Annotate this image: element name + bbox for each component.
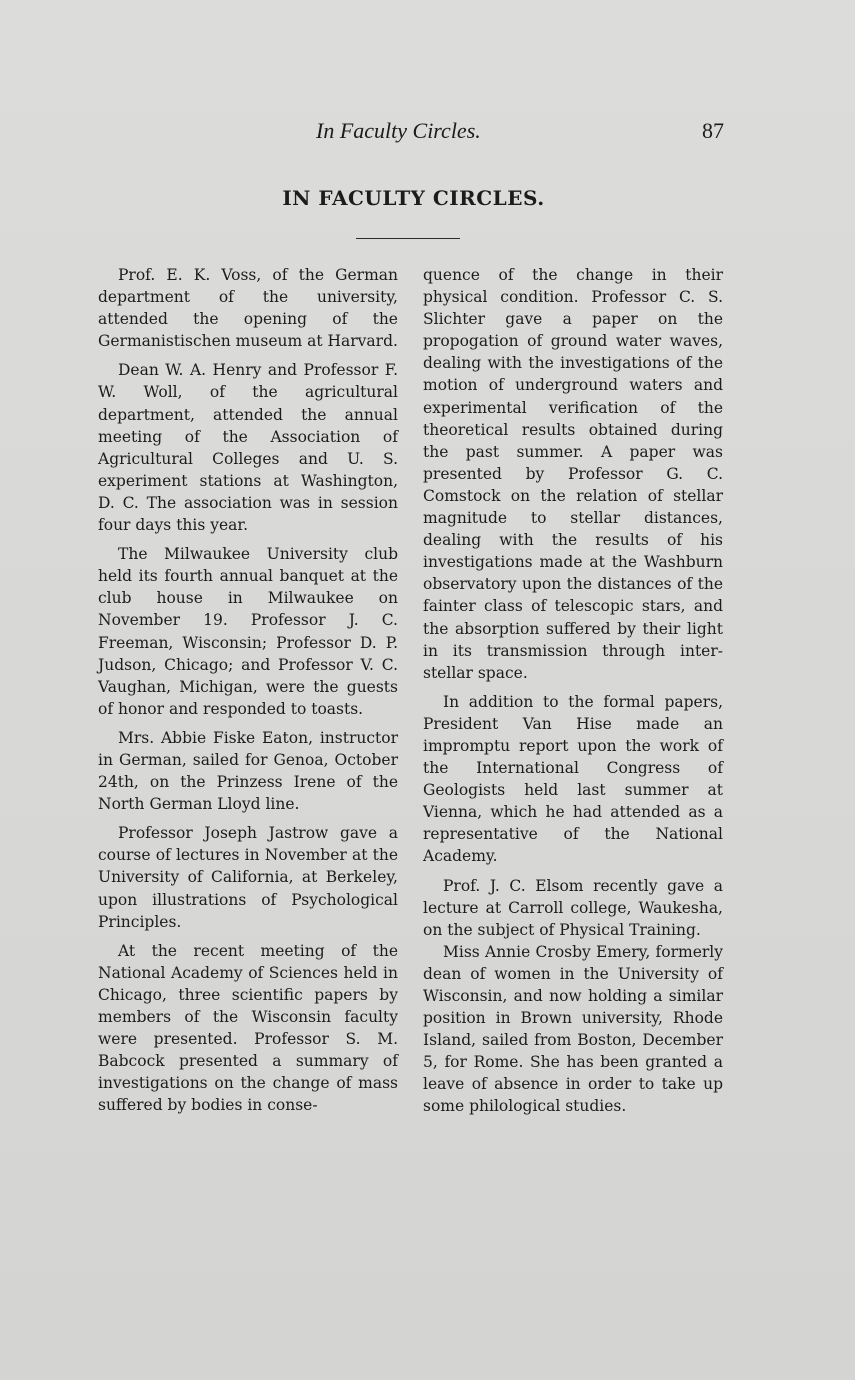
paragraph-eaton: Mrs. Abbie Fiske Eaton, instructor in German, sailed for Genoa, October 24th, on the Prinzess Irene of the North German Lloyd line. bbox=[98, 728, 398, 814]
running-head bbox=[0, 118, 855, 148]
paragraph-van-hise: In addition to the formal papers, President Van Hise made an impromptu report upon the work of the International Congress of Geologists held last summer at Vienna, which he had attended as a representative of the National Academy. bbox=[423, 692, 723, 866]
article-title: IN FACULTY CIRCLES. bbox=[282, 186, 545, 210]
paragraph-academy-continued: quence of the change in their physical condition. Professor C. S. Slichter gave a paper on the propogation of ground water waves, dealing with the investigations of the motion of underground waters and experimental verification of the theoretical results obtained during the past summer. A paper was presented by Professor G. C. Comstock on the relation of stellar magnitude to stellar distances, dealing with the results of his investigations made at the Washburn observatory upon the distances of the fainter class of telescopic stars, and the absorption suffered by their light in its transmission through inter-stellar space. bbox=[423, 266, 723, 682]
paragraph-henry-woll: Dean W. A. Henry and Professor F. W. Woll, of the agricultural department, attended the annual meeting of the Association of Agricultural Colleges and U. S. experiment stations at Washington, D. C. The association was in session four days this year. bbox=[98, 361, 398, 535]
paragraph-emery: Miss Annie Crosby Emery, formerly dean of women in the University of Wisconsin, and now holding a similar position in Brown university, Rhode Island, sailed from Boston, December 5, for Rome. She has been granted a leave of absence in order to take up some philological studies. bbox=[423, 942, 723, 1116]
paragraph-voss: Prof. E. K. Voss, of the German department of the university, attended the opening of the Germanistischen museum at Harvard. bbox=[98, 266, 398, 351]
page-number: 87 bbox=[702, 118, 724, 143]
right-column bbox=[423, 264, 723, 1125]
title-divider bbox=[356, 238, 460, 239]
left-column bbox=[98, 264, 398, 1123]
paragraph-national-academy: At the recent meeting of the National Academy of Sciences held in Chicago, three scientific papers by members of the Wisconsin faculty were presented. Professor S. M. Babcock presented a summary of investigations on the change of mass suffered by bodies in conse- bbox=[98, 941, 398, 1115]
paragraph-elsom: Prof. J. C. Elsom recently gave a lecture at Carroll college, Waukesha, on the subject of Physical Training. bbox=[423, 876, 723, 939]
paragraph-milwaukee-club: The Milwaukee University club held its fourth annual banquet at the club house in Milwaukee on November 19. Professor J. C. Freeman, Wisconsin; Professor D. P. Judson, Chicago; and Professor V. C. Vaughan, Michigan, were the guests of honor and responded to toasts. bbox=[98, 545, 398, 718]
running-title: In Faculty Circles. bbox=[316, 118, 481, 143]
paragraph-jastrow: Professor Joseph Jastrow gave a course of lectures in November at the University of California, at Berkeley, upon illustrations of Psychological Principles. bbox=[98, 824, 398, 931]
